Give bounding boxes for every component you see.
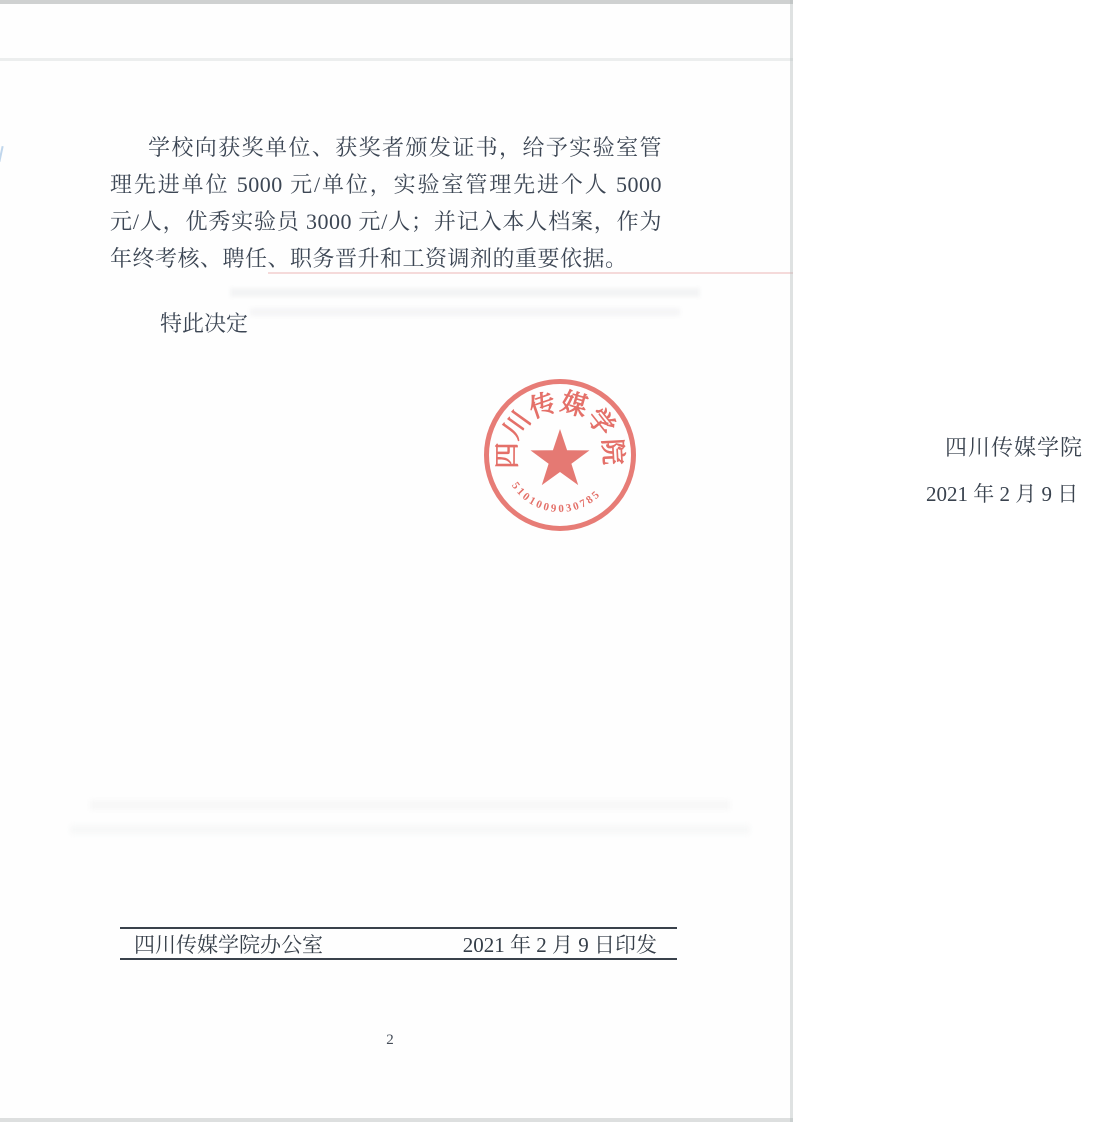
scan-artifact-smudge bbox=[90, 800, 730, 810]
scan-artifact-top-band-2 bbox=[0, 58, 793, 61]
star-icon bbox=[531, 429, 590, 485]
seal-serial-number: 5101009030785 bbox=[509, 479, 604, 516]
scan-artifact-bottom-band bbox=[0, 1118, 793, 1122]
closing-statement: 特此决定 bbox=[160, 311, 249, 336]
seal-arc-text: 四川传媒学院 bbox=[492, 387, 628, 469]
scan-artifact-right-edge bbox=[790, 0, 793, 1122]
scan-artifact-blue-tick bbox=[0, 146, 4, 162]
scan-artifact-smudge bbox=[70, 825, 750, 834]
document-footer bbox=[120, 927, 677, 960]
signature-org-name: 四川传媒学院 bbox=[945, 435, 1084, 460]
footer-issuing-office: 四川传媒学院办公室 bbox=[134, 932, 323, 957]
scan-artifact-smudge bbox=[230, 288, 700, 297]
scan-artifact-smudge bbox=[250, 308, 680, 316]
body-paragraph: 学校向获奖单位、获奖者颁发证书，给予实验室管理先进单位 5000 元/单位，实验室管理先进个人 5000 元/人，优秀实验员 3000 元/人；并记入本人档案，作为年终考核、聘任、职务晋升和工资调剂的重要依据。 bbox=[110, 135, 662, 271]
page-number: 2 bbox=[386, 1032, 394, 1048]
scan-artifact-top-band bbox=[0, 0, 793, 4]
seal-graphic bbox=[475, 370, 645, 540]
signature-date: 2021 年 2 月 9 日 bbox=[926, 482, 1079, 506]
footer-print-date: 2021 年 2 月 9 日印发 bbox=[462, 932, 657, 957]
official-seal bbox=[475, 370, 645, 540]
